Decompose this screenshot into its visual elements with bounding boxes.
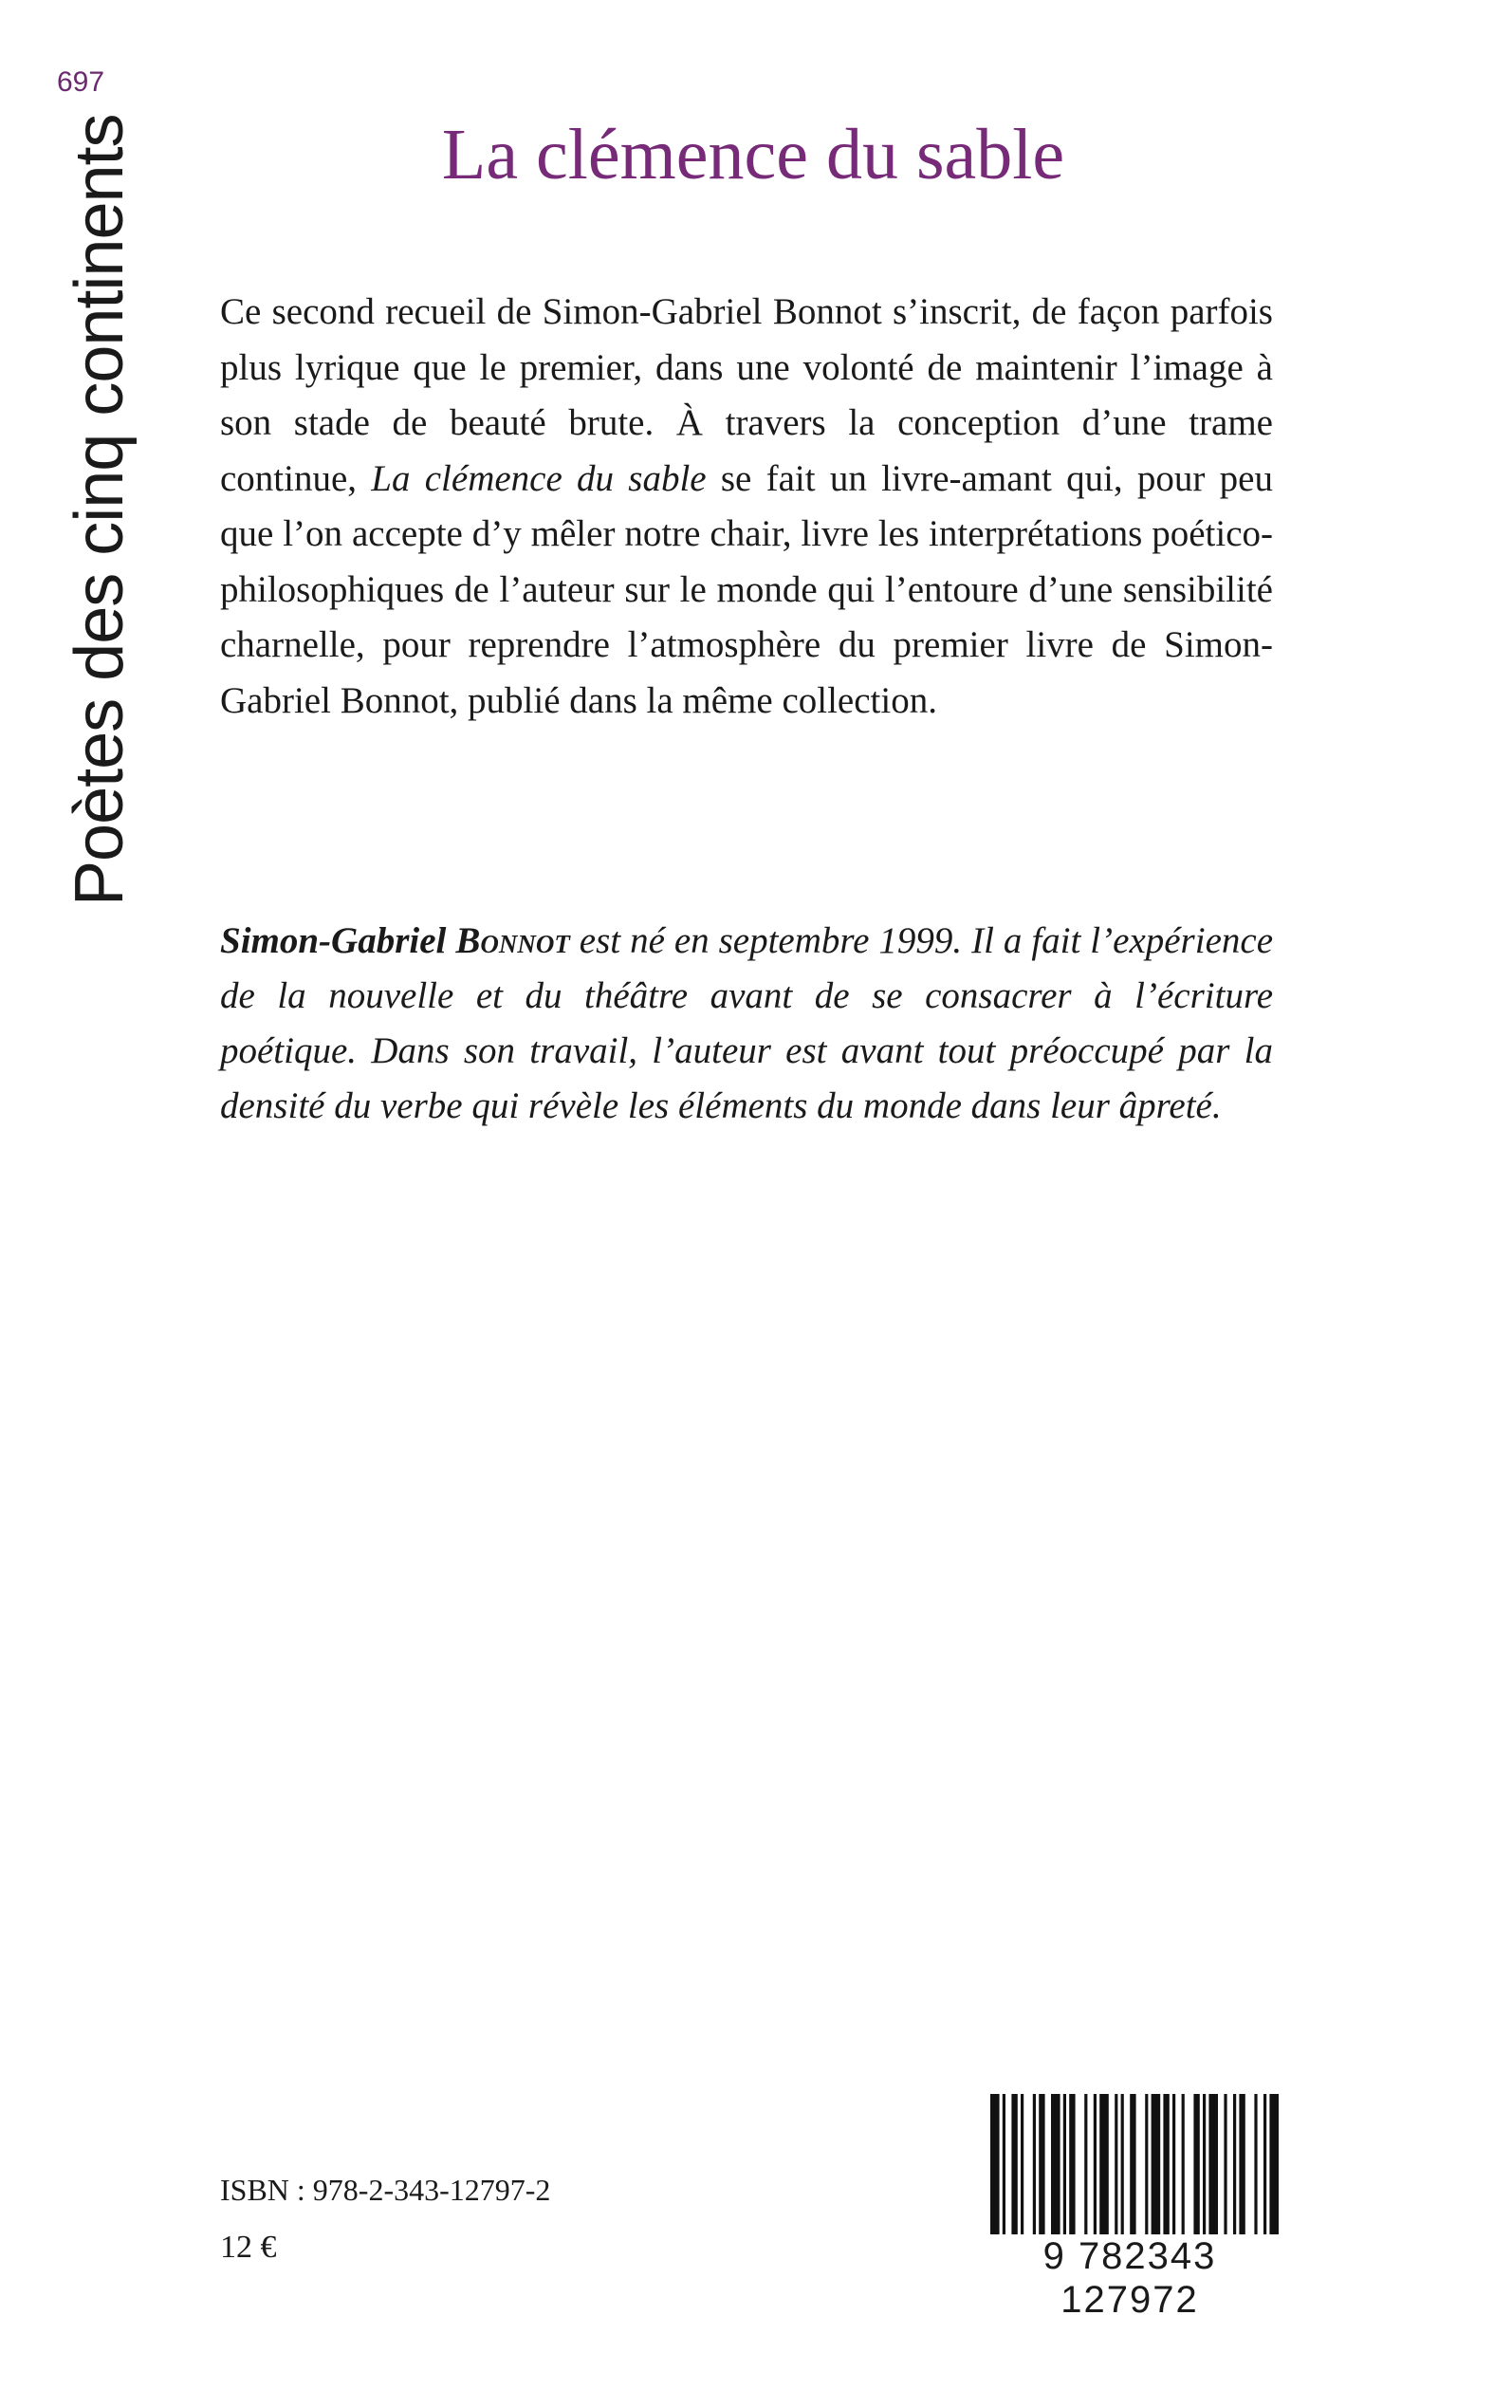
author-first-name: Simon-Gabriel (220, 920, 447, 961)
barcode-digits: 9 782343 127972 (973, 2234, 1286, 2278)
barcode-bar (1021, 2094, 1023, 2236)
barcode-bar (1121, 2094, 1124, 2236)
barcode-bar (1239, 2094, 1245, 2236)
barcode-bar (1011, 2094, 1017, 2236)
blurb-paragraph (220, 285, 1273, 729)
barcode-bar (1224, 2094, 1226, 2236)
barcode-bar (1069, 2094, 1075, 2236)
barcode-bar (1269, 2094, 1279, 2236)
barcode-bar (1115, 2094, 1117, 2236)
barcode-bar (1039, 2094, 1044, 2236)
barcode-bar (1254, 2094, 1257, 2236)
barcode-bar (1182, 2094, 1185, 2236)
barcode-bar (1084, 2094, 1087, 2236)
barcode-bar (1099, 2094, 1109, 2236)
book-title: La clémence du sable (441, 115, 1065, 194)
barcode-bar (1094, 2094, 1097, 2236)
barcode-bar (1208, 2094, 1218, 2236)
author-bio (220, 914, 1273, 1134)
series-name: Poètes des cinq continents (62, 114, 138, 906)
price: 12 € (220, 2230, 277, 2265)
blurb-text-end: se fait un livre-amant qui, pour peu que l’on accepte d’y mêler notre chair, livre les interprétations poético-philosophiques de l’auteur sur le monde qui l’entoure d’une sensibilité charnelle, pour reprendre l’atmosphère du premier livre de Simon-Gabriel Bonnot, publié dans la même collection. (220, 457, 1273, 721)
barcode-bar (1203, 2094, 1206, 2236)
barcode-bar (1233, 2094, 1236, 2236)
author-bio-text: est né en septembre 1999. Il a fait l’expérience de la nouvelle et du théâtre avant de se consacrer à l’écriture poétique. Dans son travail, l’auteur est avant tout préoccupé par la densité du verbe qui révèle les éléments du monde dans leur âpreté. (220, 920, 1274, 1126)
barcode-bar (1163, 2094, 1169, 2236)
blurb-title-italic: La clémence du sable (371, 457, 707, 499)
barcode-bar (1172, 2094, 1175, 2236)
barcode-bar (1193, 2094, 1199, 2236)
blurb-text-start: Ce second recueil de Simon-Gabriel Bonnot s’inscrit, de façon parfois plus lyrique que le premier, dans une volonté de maintenir l’image à son stade de beauté brute. À travers la conception d’une trame continue, (220, 291, 1273, 499)
barcode (973, 2094, 1286, 2321)
barcode-bar (1263, 2094, 1266, 2236)
barcode-bar (1033, 2094, 1036, 2236)
author-last-name: Bonnot (455, 920, 570, 961)
barcode-bar (1130, 2094, 1135, 2236)
series-number: 697 (57, 66, 105, 98)
barcode-bar (1063, 2094, 1066, 2236)
barcode-bar (1051, 2094, 1060, 2236)
isbn: ISBN : 978-2-343-12797-2 (220, 2173, 551, 2207)
